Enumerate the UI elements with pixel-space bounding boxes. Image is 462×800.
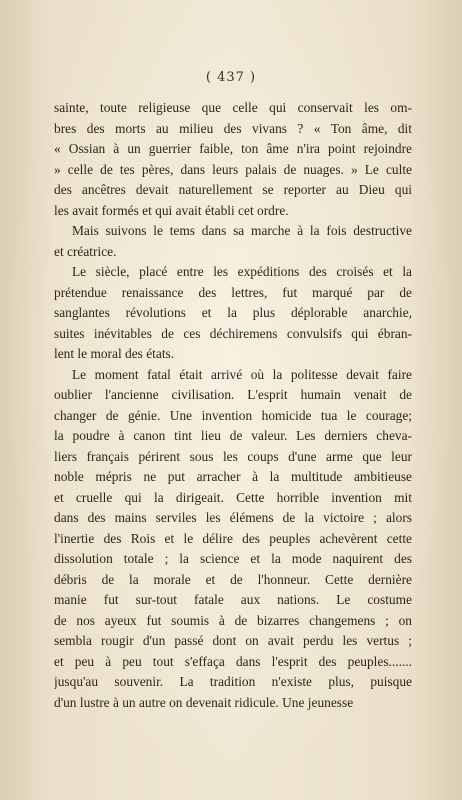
text-line: la poudre à canon tint lieu de valeur. Les derniers cheva- [54,428,412,443]
text-line: suites inévitables de ces déchiremens convulsifs qui ébran- [54,325,412,341]
text-line: sanglantes révolutions et la plus déplorable anarchie, [54,305,412,320]
page-number: ( 437 ) [205,70,257,85]
text-line: jusqu'au souvenir. La tradition n'existe plus, puisque [54,674,412,689]
text-line: dans des mains serviles les élémens de la victoire ; alors [54,510,412,525]
text-line: et peu à peu tout s'effaça dans l'esprit des peuples....... [54,653,412,669]
paragraph [54,221,412,262]
text-line: et créatrice. [54,243,117,259]
text-line: oublier l'ancienne civilisation. L'esprit humain venait de [54,387,412,402]
text-line: lent le moral des états. [54,346,175,361]
text-line: liers français périrent sous les coups d'une arme que leur [54,448,412,464]
text-line: et cruelle qui la dirigeait. Cette horrible invention mit [54,489,412,505]
text-line: de nos ayeux fut soumis à de bizarres changemens ; on [54,612,412,628]
text-line: noble mépris ne put arracher à la multitude ambitieuse [54,469,412,484]
paragraph [54,262,412,365]
paragraph [54,365,412,714]
text-line: l'inertie des Rois et le délire des peuples achevèrent cette [54,530,412,546]
body-text [54,98,412,713]
text-line: Le siècle, placé entre les expéditions des croisés et la [72,264,412,279]
text-line: d'un lustre à un autre on devenait ridicule. Une jeunesse [54,694,354,710]
text-line: dissolution totale ; la science et la mode naquirent des [54,551,412,566]
text-line: débris de la morale et de l'honneur. Cette dernière [54,571,412,587]
paragraph [54,98,412,221]
text-line: Le moment fatal était arrivé où la politesse devait faire [72,366,412,382]
text-line: les avait formés et qui avait établi cet ordre. [54,202,289,218]
text-line: sainte, toute religieuse que celle qui conservait les om- [54,100,412,115]
text-line: » celle de tes pères, dans leurs palais de nuages. » Le culte [54,161,412,177]
text-line: bres des morts au milieu des vivans ? « Ton âme, dit [54,120,412,136]
text-line: « Ossian à un guerrier faible, ton âme n'ira point rejoindre [54,141,412,156]
text-line: des ancêtres devait naturellement se reporter au Dieu qui [54,182,412,197]
text-line: sembla rougir d'un passé dont on avait perdu les vertus ; [54,633,412,648]
text-line: Mais suivons le tems dans sa marche à la fois destructive [72,223,412,238]
text-line: changer de génie. Une invention homicide tua le courage; [54,407,412,423]
text-line: prétendue renaissance des lettres, fut marqué par de [54,284,412,300]
text-line: manie fut sur-tout fatale aux nations. Le costume [54,592,412,607]
